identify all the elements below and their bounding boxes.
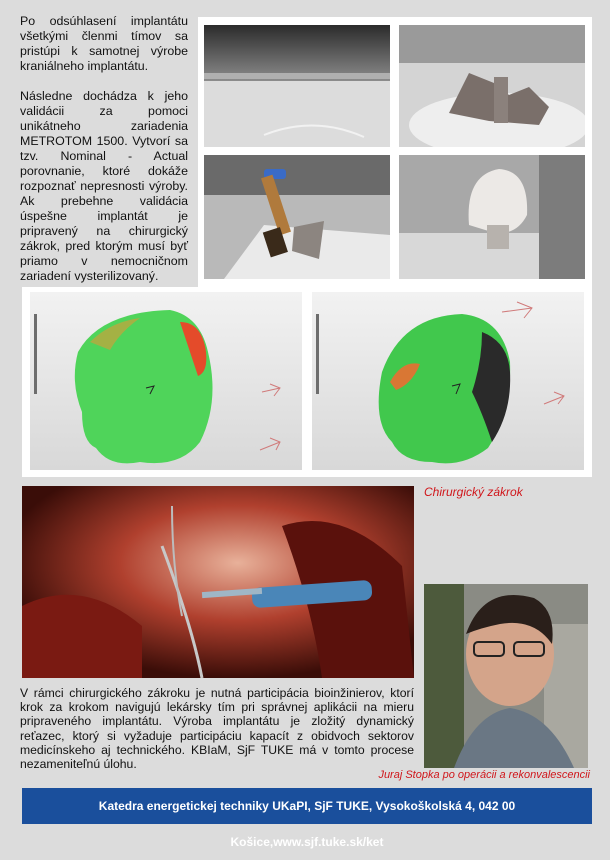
portrait-caption: Juraj Stopka po operácii a rekonvalescencii bbox=[378, 769, 590, 781]
surgery-description-text: V rámci chirurgického zákroku je nutná participácia bioinžinierov, ktorí krok za krokom navigujú lekársky tím pri správnej aplikácii na mieru pripraveného implantátu. Výroba implantátu je zložitý dynamický reťazec, ktorý si vyžaduje participáciu kapacít z obidvoch sektorov medicínskeho aj technického. KBIaM, SjF TUKE má v tomto procese nezameniteľnú úlohu. bbox=[20, 686, 414, 772]
footer-contact-bar: Katedra energetickej techniky UKaPI, SjF TUKE, Vysokoškolská 4, 042 00 Košice,www.sjf.tuke.sk/ket bbox=[22, 788, 592, 824]
implant-on-printer-photo bbox=[399, 155, 585, 279]
surgery-caption: Chirurgický zákrok bbox=[424, 485, 523, 499]
surgery-photo bbox=[22, 486, 414, 678]
brushing-powder-photo bbox=[204, 155, 390, 279]
printed-implant-photo bbox=[399, 25, 585, 147]
intro-paragraph-1: Po odsúhlasení implantátu všetkými členmi tímov sa pristúpi k samotnej výrobe kraniálneho implantátu. bbox=[20, 14, 188, 73]
intro-paragraph-2: Následne dochádza k jeho validácii za pomoci unikátneho zariadenia METROTOM 1500. Vytvorí sa tzv. Nominal - Actual porovnanie, ktoré dokáže rozpoznať nepresnosti výroby. Ak prebehne validácia úspešne implantát je pripravený na chirurgický zákrok, pred ktorým musí byť priamo v nemocničnom zariadení vysterilizovaný. bbox=[20, 89, 188, 283]
printer-photo-grid bbox=[198, 17, 592, 287]
patient-portrait-photo bbox=[424, 584, 588, 768]
printer-chamber-photo bbox=[204, 25, 390, 147]
intro-text bbox=[20, 14, 188, 299]
scan-outer-view bbox=[30, 292, 302, 470]
comparison-scan-panel bbox=[22, 287, 592, 477]
scan-inner-view bbox=[312, 292, 584, 470]
